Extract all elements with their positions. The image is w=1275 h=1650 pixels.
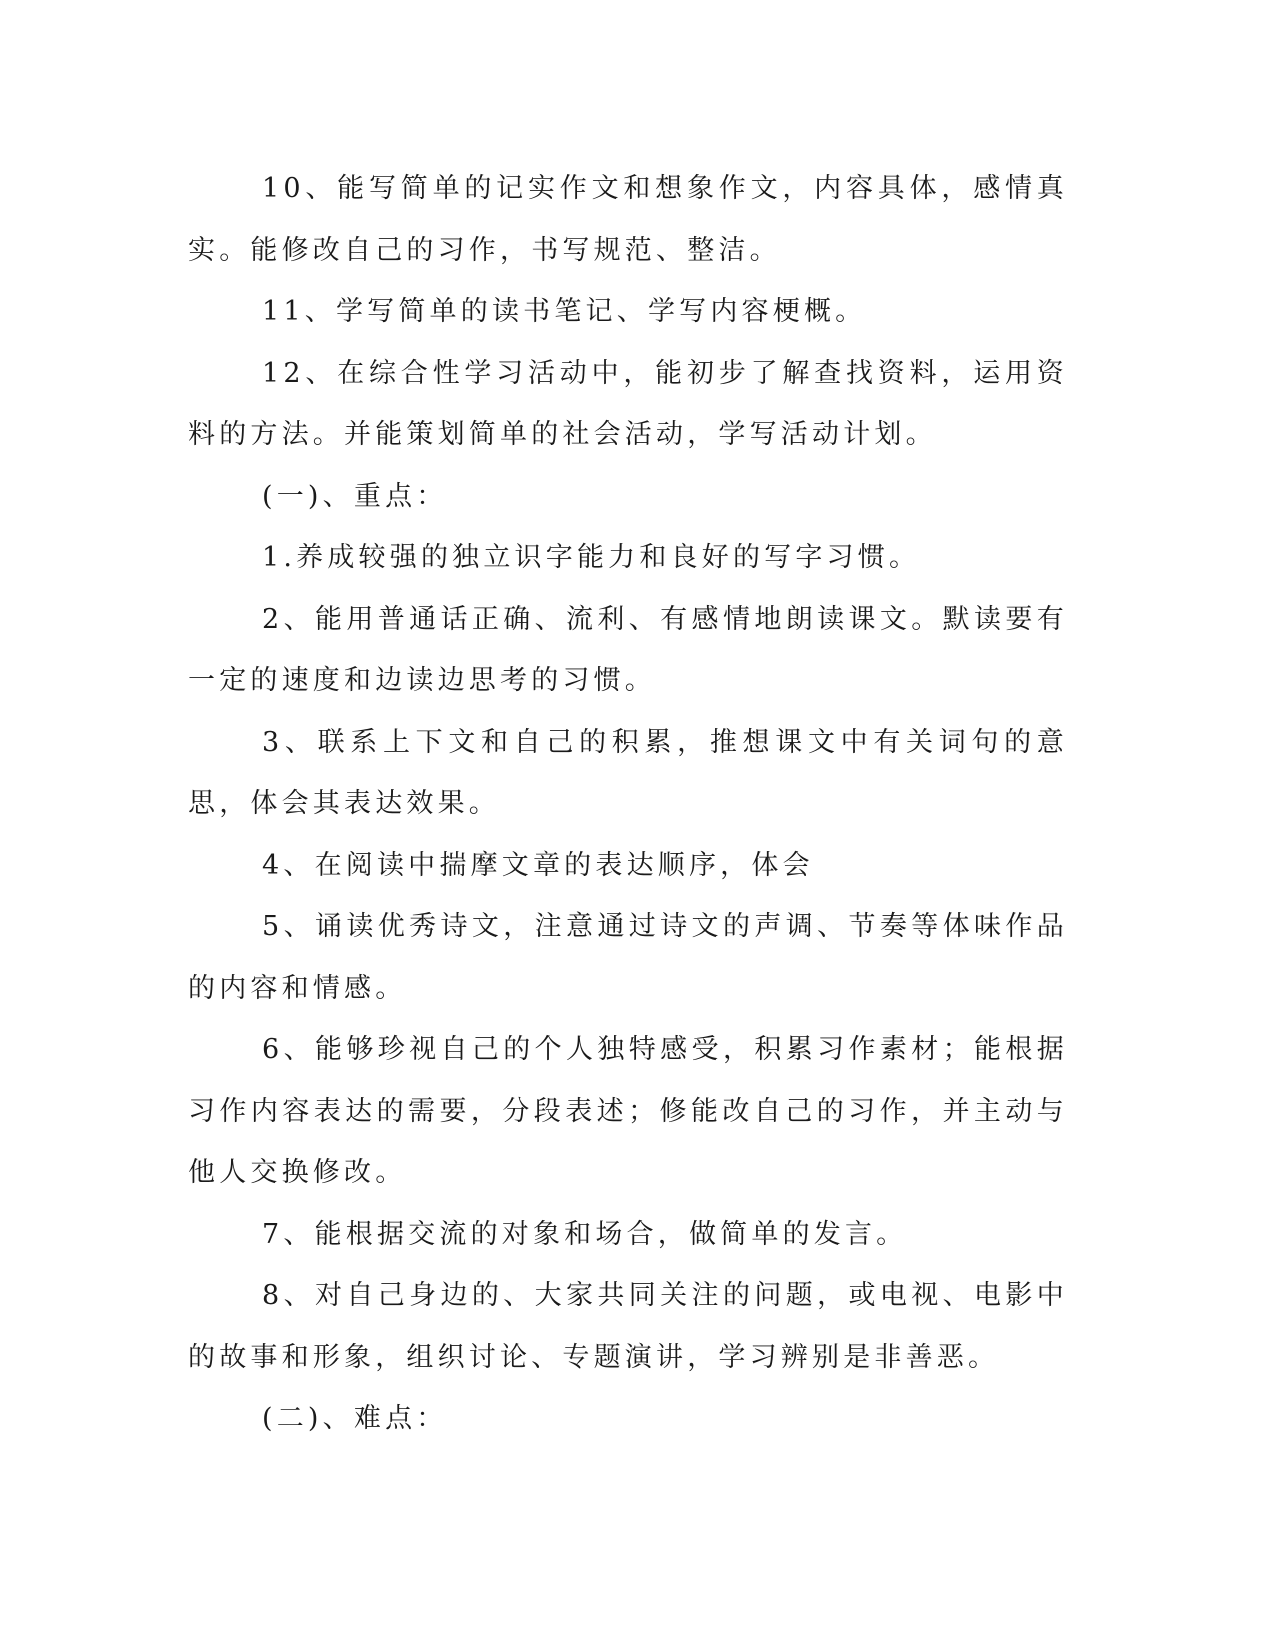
paragraph-item-12: 12、在综合性学习活动中，能初步了解查找资料，运用资料的方法。并能策划简单的社会活动，学写活动计划。 bbox=[188, 357, 1068, 450]
key-point-8: 8、对自己身边的、大家共同关注的问题，或电视、电影中的故事和形象，组织讨论、专题演讲，学习辨别是非善恶。 bbox=[188, 1280, 1068, 1373]
document-body bbox=[188, 158, 1068, 1450]
paragraph-item-10: 10、能写简单的记实作文和想象作文，内容具体，感情真实。能修改自己的习作，书写规范、整洁。 bbox=[188, 173, 1068, 266]
key-point-4: 4、在阅读中揣摩文章的表达顺序，体会 bbox=[262, 849, 814, 881]
key-point-3: 3、联系上下文和自己的积累，推想课文中有关词句的意思，体会其表达效果。 bbox=[188, 726, 1068, 819]
section-heading-key-points: (一)、重点： bbox=[262, 480, 448, 512]
key-point-1: 1.养成较强的独立识字能力和良好的写字习惯。 bbox=[262, 542, 921, 573]
section-heading-difficulties: (二)、难点： bbox=[262, 1403, 448, 1434]
key-point-6: 6、能够珍视自己的个人独特感受，积累习作素材；能根据习作内容表达的需要，分段表述；修能改自己的习作，并主动与他人交换修改。 bbox=[188, 1034, 1068, 1188]
paragraph-item-11: 11、学写简单的读书笔记、学写内容梗概。 bbox=[262, 296, 867, 327]
key-point-7: 7、能根据交流的对象和场合，做简单的发言。 bbox=[262, 1218, 908, 1250]
key-point-2: 2、能用普通话正确、流利、有感情地朗读课文。默读要有一定的速度和边读边思考的习惯。 bbox=[188, 603, 1068, 696]
key-point-5: 5、诵读优秀诗文，注意通过诗文的声调、节奏等体味作品的内容和情感。 bbox=[188, 911, 1068, 1004]
